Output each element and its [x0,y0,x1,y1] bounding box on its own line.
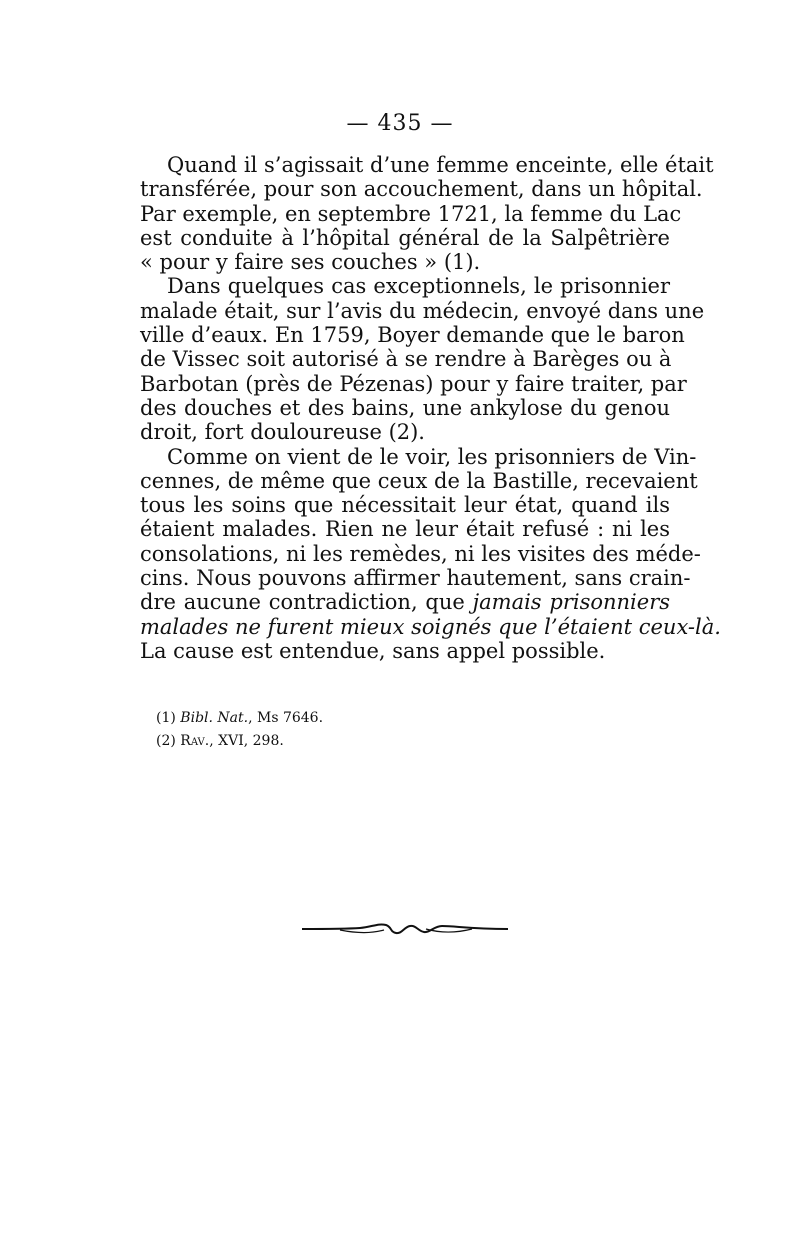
text-line [140,590,670,614]
text-segment: Comme on vient de le voir, les prisonniers de Vin- [167,444,697,469]
end-ornament [300,917,510,941]
text-line [140,153,714,177]
text-line [140,371,687,396]
text-segment: Par exemple, en septembre 1721, la femme du Lac [140,201,682,226]
text-line [140,493,670,517]
footnote-marker: (1) [156,710,176,726]
text-line [140,517,670,541]
footnote-1 [156,707,323,730]
text-segment: tous les soins que nécessitait leur état, quand ils [140,493,670,518]
text-line [140,323,685,348]
footnote-2 [156,730,323,753]
text-line [140,298,705,323]
text-segment: consolations, ni les remèdes, ni les visites des méde- [140,541,701,566]
text-segment: dre aucune contradiction, que [140,590,473,615]
italic-text: jamais prisonniers [472,590,671,615]
text-segment: La cause est entendue, sans appel possible. [140,638,606,663]
text-segment: Barbotan (près de Pézenas) pour y faire traiter, par [140,371,687,396]
text-segment: Quand il s’agissait d’une femme enceinte, elle était [167,153,714,177]
body-text [140,153,721,663]
paragraph [140,444,721,664]
text-line [140,566,691,591]
text-line [140,250,670,274]
text-segment: est conduite à l’hôpital général de la Salpêtrière [140,225,670,250]
text-line [140,396,670,420]
text-line [140,444,697,469]
footnote-source: Rav. [180,733,210,749]
text-segment: droit, fort douloureuse (2). [140,420,425,445]
text-segment: « pour y faire ses couches » (1). [140,250,481,275]
italic-text: malades ne furent mieux soignés que l’étaient ceux-là. [140,614,721,639]
footnote-marker: (2) [156,733,176,749]
footnotes [156,707,323,753]
text-segment: des douches et des bains, une ankylose du genou [140,395,670,420]
text-segment: transférée, pour son accouchement, dans un hôpital. [140,177,703,202]
text-segment: cins. Nous pouvons affirmer hautement, sans crain- [140,566,691,591]
text-line [140,420,670,444]
text-line [140,614,721,639]
text-segment: malade était, sur l’avis du médecin, envoyé dans une [140,298,705,323]
footnote-reference: , XVI, 298. [209,733,284,749]
footnote-source: Bibl. Nat. [180,710,249,726]
text-line [140,541,701,566]
text-line [140,226,670,250]
text-line [140,177,703,202]
text-line [140,468,698,493]
text-segment: Dans quelques cas exceptionnels, le prisonnier [167,274,670,299]
paragraph [140,274,705,445]
text-segment: cennes, de même que ceux de la Bastille, recevaient [140,468,698,493]
text-line [140,639,670,663]
footnote-reference: , Ms 7646. [248,710,324,726]
page-number: — 435 — [346,111,454,136]
text-line [140,201,682,226]
paragraph [140,153,714,275]
text-line [140,274,670,298]
text-segment: étaient malades. Rien ne leur était refusé : ni les [140,517,670,542]
text-line [140,347,670,371]
text-segment: ville d’eaux. En 1759, Boyer demande que le baron [140,323,685,348]
text-segment: de Vissec soit autorisé à se rendre à Barèges ou à [140,347,672,372]
